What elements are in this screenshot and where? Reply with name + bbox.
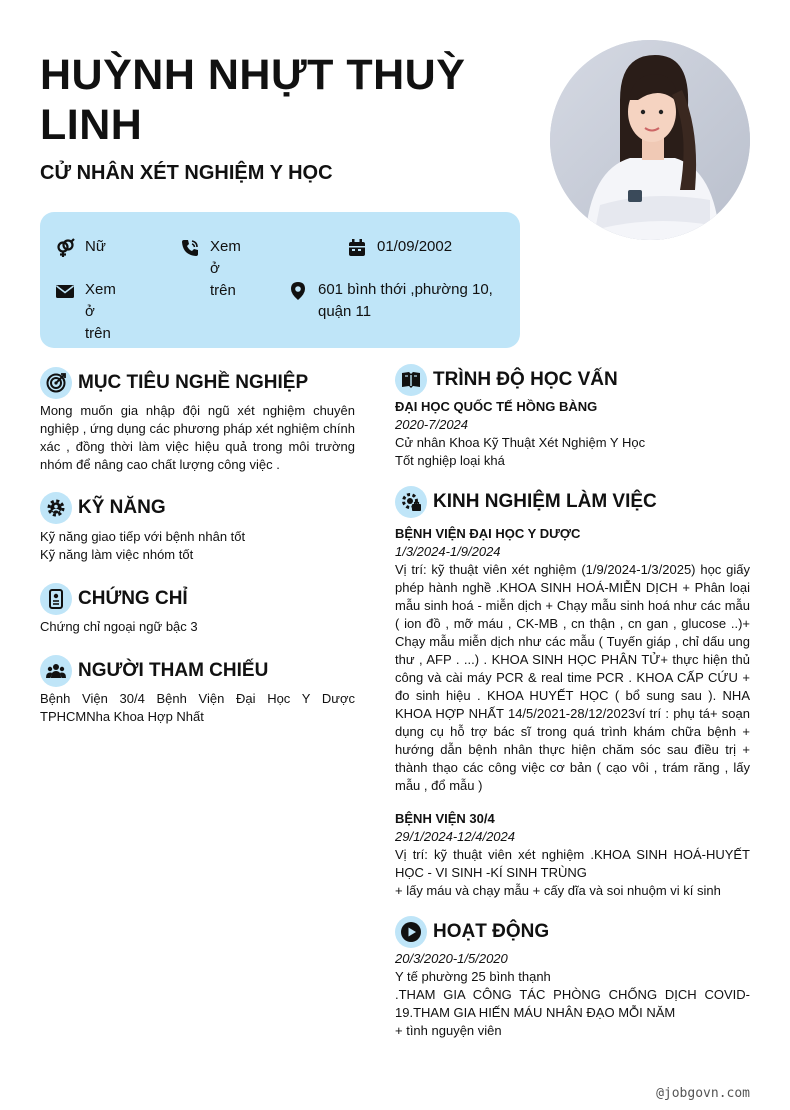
- certificates-list: [40, 618, 355, 636]
- gender-value: Nữ: [85, 238, 106, 255]
- employer-name: BỆNH VIỆN 30/4: [395, 811, 495, 826]
- objective-header: [40, 367, 308, 399]
- gear-user-icon: [40, 492, 72, 524]
- references-title: NGƯỜI THAM CHIẾU: [78, 660, 269, 681]
- job-period: 29/1/2024-12/4/2024: [395, 829, 515, 844]
- skill-item: Kỹ năng làm việc nhóm tốt: [40, 547, 194, 562]
- employer-name: BỆNH VIỆN ĐẠI HỌC Y DƯỢC: [395, 526, 581, 541]
- profile-photo: [550, 40, 750, 240]
- skill-item: Kỹ năng giao tiếp với bệnh nhân tốt: [40, 529, 246, 544]
- education-header: [395, 364, 618, 396]
- phone-value: Xem ở trên: [210, 238, 241, 299]
- job-period: 1/3/2024-1/9/2024: [395, 544, 501, 559]
- contact-info-box: [40, 212, 520, 348]
- activity-extra: + tình nguyện viên: [395, 1023, 502, 1038]
- play-icon: [395, 916, 427, 948]
- experience-entry: [395, 810, 750, 900]
- book-icon: [395, 364, 427, 396]
- gender-icon: [55, 238, 75, 258]
- objective-text: Mong muốn gia nhập đội ngũ xét nghiệm chuyên nghiệp , ứng dụng các phương pháp xét nghiệm chính xác , đồng thời làm việc hiệu quả trong môi trường nhóm để nâng cao chất lượng công việc .: [40, 403, 355, 472]
- certificate-item: Chứng chỉ ngoại ngữ bậc 3: [40, 619, 198, 634]
- references-header: [40, 655, 268, 687]
- phone-icon: [180, 238, 200, 258]
- skills-list: [40, 528, 355, 564]
- skills-header: [40, 492, 166, 524]
- gear-briefcase-icon: [395, 486, 427, 518]
- experience-title: KINH NGHIỆM LÀM VIỆC: [433, 491, 657, 512]
- experience-header: [395, 486, 657, 518]
- certificates-title: CHỨNG CHỈ: [78, 588, 188, 609]
- activities-header: [395, 916, 549, 948]
- activity-period: 20/3/2020-1/5/2020: [395, 951, 508, 966]
- activities-title: HOẠT ĐỘNG: [433, 921, 550, 942]
- birthday-value: 01/09/2002: [377, 238, 453, 255]
- activity-entry: [395, 950, 750, 1040]
- job-description: Vị trí: kỹ thuật viên xét nghiệm (1/9/2024-1/3/2025) học giấy phép hành nghề .KHOA SINH HOÁ-MIỄN DỊCH + Phân loại mẫu sinh hoá - miễn dịch + Chạy mẫu sinh hoá như các mẫu ( ion đồ , mỡ máu , CK-MB , cn thận , cn gan , glucose ..)+ Chạy mẫu miễn dịch như các mẫu ( Tuyến giáp , chỉ dấu ung thư , AFP . ...) . KHOA SINH HỌC PHÂN TỬ+ thực hiện thủ công và cài máy PCR & real time PCR . KHOA CẤP CỨU + đo sinh hiệu . KHOA HUYẾT HỌC ( bổ sung sau ). NHA KHOA HỢP NHẤT 14/5/2021-28/12/2023ví trí : phụ tá+ soạn dụng cụ hỗ trợ bác sĩ trong quá trình khám chữa bệnh + hướng dẫn bệnh nhân thực hiện chăm sóc sau điều trị + thành thạo các công việc cơ bản ( cạo vôi , trám răng , lấy mẫu , đổ mẫu ): [395, 562, 750, 793]
- candidate-name: HUỲNH NHỰT THUỲ LINH: [40, 51, 466, 149]
- experience-entry: [395, 525, 750, 795]
- education-line: Tốt nghiệp loại khá: [395, 453, 505, 468]
- education-title: TRÌNH ĐỘ HỌC VẤN: [433, 369, 618, 390]
- certificate-icon: [40, 583, 72, 615]
- location-pin-icon: [288, 281, 308, 301]
- education-period: 2020-7/2024: [395, 417, 469, 432]
- address-value: 601 bình thới ,phường 10, quận 11: [318, 281, 493, 320]
- education-entry: [395, 398, 750, 470]
- activity-description: .THAM GIA CÔNG TÁC PHÒNG CHỐNG DỊCH COVID-19.THAM GIA HIẾN MÁU NHÂN ĐẠO MỖI NĂM: [395, 987, 750, 1020]
- references-text: Bệnh Viện 30/4 Bệnh Viện Đại Học Y Dược TPHCMNha Khoa Hợp Nhất: [40, 691, 355, 724]
- activity-place: Y tế phường 25 bình thạnh: [395, 969, 551, 984]
- calendar-icon: [347, 238, 367, 258]
- job-description: Vị trí: kỹ thuật viên xét nghiệm .KHOA SINH HOÁ-HUYẾT HỌC - VI SINH -KÍ SINH TRÙNG: [395, 847, 750, 880]
- certificates-header: [40, 583, 188, 615]
- watermark: @jobgovn.com: [656, 1086, 750, 1101]
- school-name: ĐẠI HỌC QUỐC TẾ HỒNG BÀNG: [395, 399, 598, 414]
- people-icon: [40, 655, 72, 687]
- job-title: CỬ NHÂN XÉT NGHIỆM Y HỌC: [40, 162, 333, 184]
- email-value: Xem ở trên: [85, 281, 116, 342]
- target-icon: [40, 367, 72, 399]
- education-line: Cử nhân Khoa Kỹ Thuật Xét Nghiệm Y Học: [395, 435, 646, 450]
- objective-title: MỤC TIÊU NGHỀ NGHIỆP: [78, 372, 309, 393]
- job-description-extra: + lấy máu và chạy mẫu + cấy dĩa và soi nhuộm vi kí sinh: [395, 883, 721, 898]
- skills-title: KỸ NĂNG: [78, 497, 166, 518]
- envelope-icon: [55, 281, 75, 301]
